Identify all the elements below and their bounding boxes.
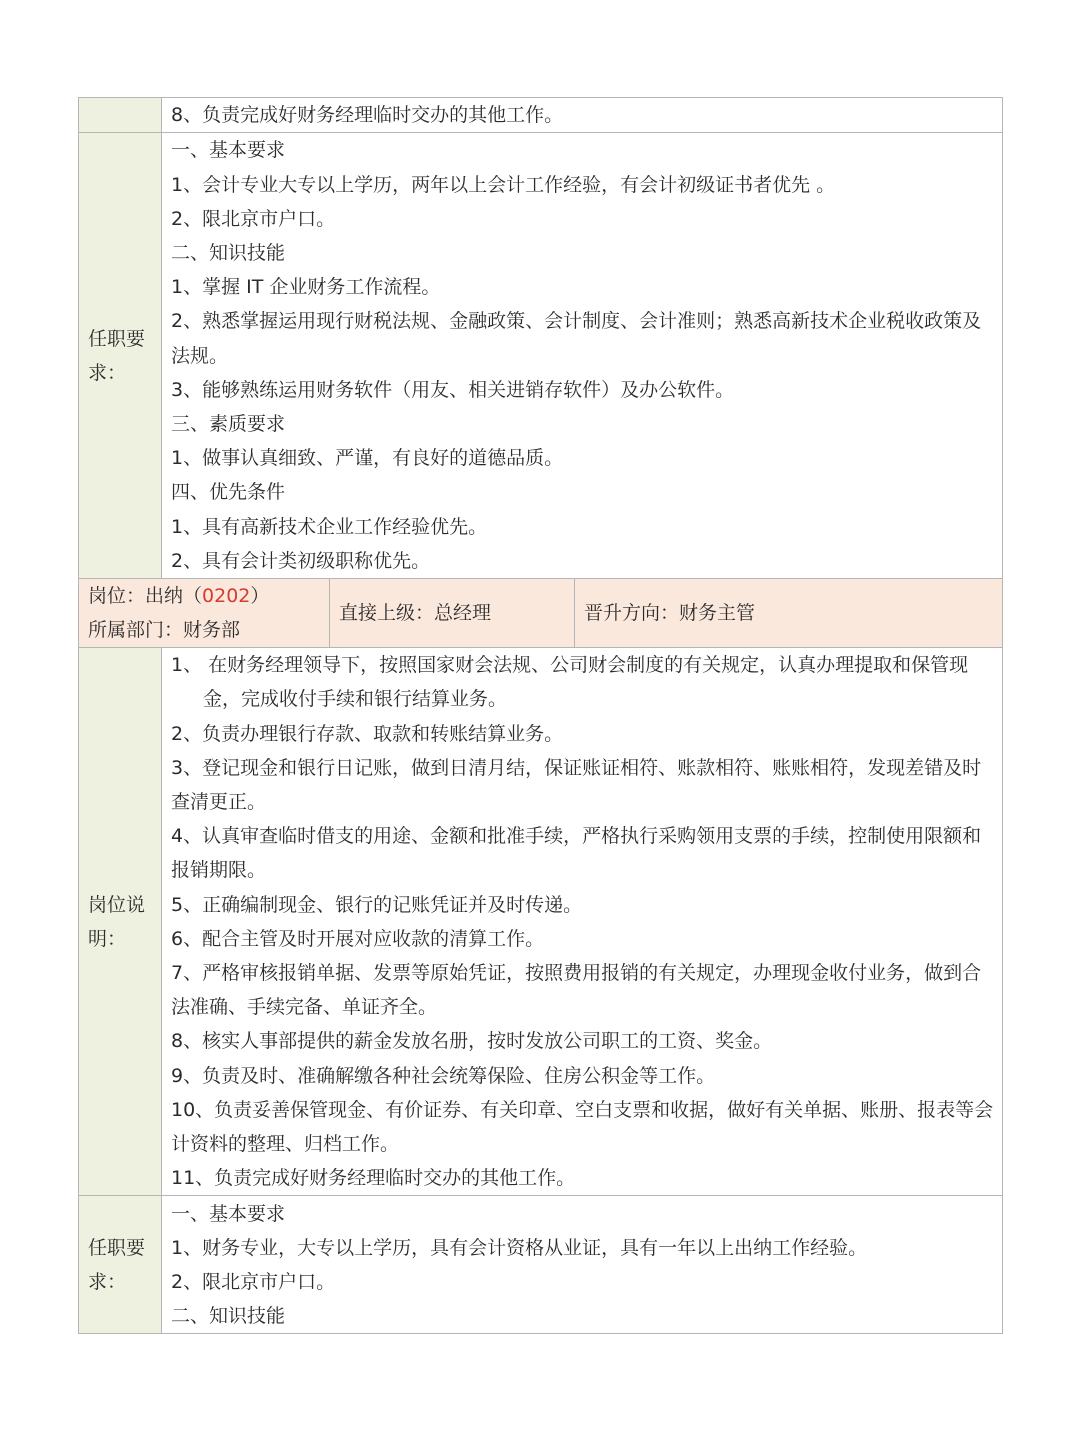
requirement-item: 2、具有会计类初级职称优先。 xyxy=(171,549,431,572)
tail-duty-cell xyxy=(162,98,1003,133)
requirement-item: 2、限北京市户口。 xyxy=(171,207,336,230)
position-title: 岗位：出纳（0202） xyxy=(88,585,270,608)
requirement-item: 1、会计专业大专以上学历，两年以上会计工作经验，有会计初级证书者优先 。 xyxy=(171,173,836,196)
job-description-page xyxy=(78,97,1002,1334)
requirement-item: 1、做事认真细致、严谨，有良好的道德品质。 xyxy=(171,447,564,470)
requirement-item: 1、具有高新技术企业工作经验优先。 xyxy=(171,515,488,538)
duty-item: 2、负责办理银行存款、取款和转账结算业务。 xyxy=(171,722,564,745)
requirement-item: 一、基本要求 xyxy=(171,1202,286,1225)
requirement-item: 三、素质要求 xyxy=(171,413,286,435)
duty-item: 11、负责完成好财务经理临时交办的其他工作。 xyxy=(171,1167,576,1190)
duty-item: 9、负责及时、准确解缴各种社会统筹保险、住房公积金等工作。 xyxy=(171,1064,716,1087)
tail-duty-row xyxy=(79,98,1003,133)
empty-label-cell xyxy=(79,98,162,133)
job-description-table xyxy=(78,97,1003,1334)
duty-item: 5、正确编制现金、银行的记账凭证并及时传递。 xyxy=(171,893,583,916)
requirement-item: 3、能够熟练运用财务软件（用友、相关进销存软件）及办公软件。 xyxy=(171,378,735,401)
position-cell xyxy=(79,579,330,648)
requirement-item: 二、知识技能 xyxy=(171,1305,286,1328)
requirement-item: 2、熟悉掌握运用现行财税法规、金融政策、会计制度、会计准则；熟悉高新技术企业税收政策及法规。 xyxy=(171,310,982,367)
requirement-item: 2、限北京市户口。 xyxy=(171,1270,336,1293)
requirement-item: 一、基本要求 xyxy=(171,139,286,162)
requirements-content xyxy=(162,133,1003,579)
requirements-label: 任职要求： xyxy=(79,133,162,579)
requirement-item: 1、财务专业，大专以上学历，具有会计资格从业证，具有一年以上出纳工作经验。 xyxy=(171,1236,868,1259)
duty-item: 8、核实人事部提供的薪金发放名册，按时发放公司职工的工资、奖金。 xyxy=(171,1030,773,1053)
requirements-content xyxy=(162,1196,1003,1334)
duty-item: 4、认真审查临时借支的用途、金额和批准手续，严格执行采购领用支票的手续，控制使用限额和报销期限。 xyxy=(171,825,982,882)
description-row xyxy=(79,648,1003,1196)
duty-item: 3、登记现金和银行日记账，做到日清月结，保证账证相符、账款相符、账账相符，发现差错及时查清更正。 xyxy=(171,756,982,814)
promotion-cell: 晋升方向：财务主管 xyxy=(575,579,1003,648)
position-code: 0202 xyxy=(202,585,251,608)
department: 所属部门：财务部 xyxy=(88,619,241,642)
requirements-row-1 xyxy=(79,133,1003,579)
description-content xyxy=(162,648,1003,1196)
superior-cell: 直接上级：总经理 xyxy=(330,579,575,648)
requirements-row-2 xyxy=(79,1196,1003,1334)
description-label: 岗位说明： xyxy=(79,648,162,1196)
duty-item: 7、严格审核报销单据、发票等原始凭证，按照费用报销的有关规定，办理现金收付业务，做到合法准确、手续完备、单证齐全。 xyxy=(171,962,982,1019)
requirement-item: 四、优先条件 xyxy=(171,481,286,504)
requirements-label: 任职要求： xyxy=(79,1196,162,1334)
requirement-item: 1、掌握 IT 企业财务工作流程。 xyxy=(171,276,441,299)
duty-item: 1、 在财务经理领导下，按照国家财会法规、公司财会制度的有关规定，认真办理提取和保管现金，完成收付手续和银行结算业务。 xyxy=(171,654,969,711)
position-header-row xyxy=(79,579,1003,648)
requirement-item: 二、知识技能 xyxy=(171,241,286,264)
duty-item: 10、负责妥善保管现金、有价证券、有关印章、空白支票和收据，做好有关单据、账册、报表等会计资料的整理、归档工作。 xyxy=(171,1098,994,1156)
duty-item: 8、负责完成好财务经理临时交办的其他工作。 xyxy=(171,104,564,126)
duty-item: 6、配合主管及时开展对应收款的清算工作。 xyxy=(171,927,545,950)
